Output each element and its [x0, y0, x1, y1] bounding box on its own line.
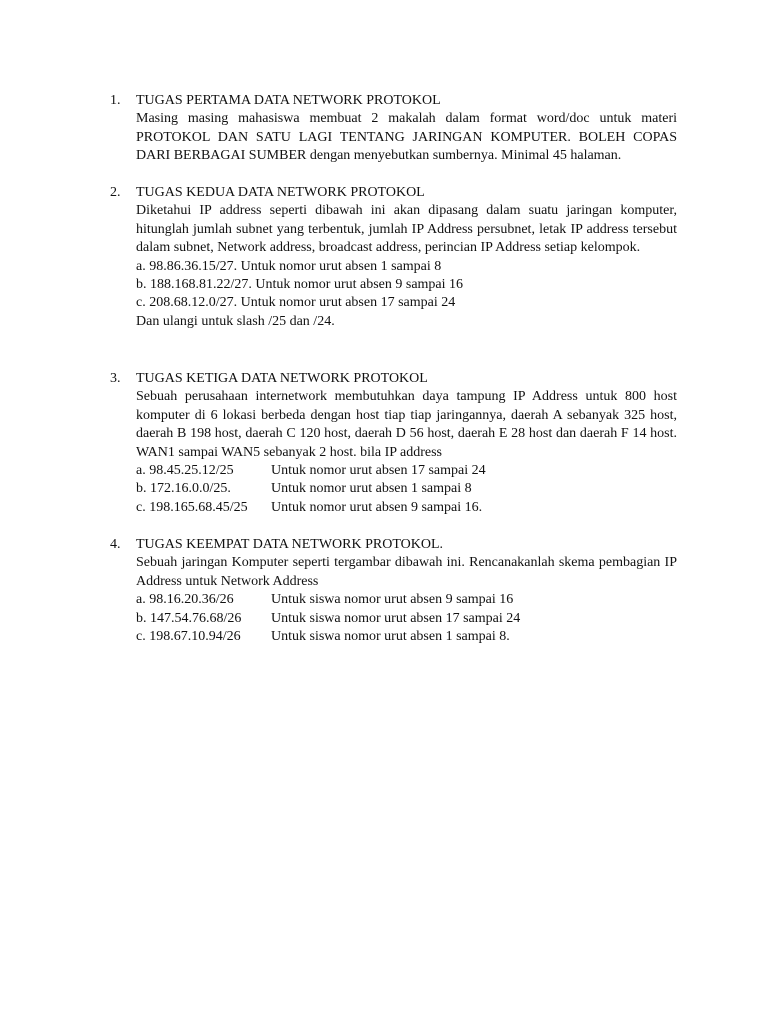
task-title: TUGAS PERTAMA DATA NETWORK PROTOKOL	[136, 93, 441, 108]
task-number: 4.	[110, 537, 121, 552]
task-body	[136, 184, 677, 331]
task-title: TUGAS KEEMPAT DATA NETWORK PROTOKOL.	[136, 537, 444, 552]
address-row	[136, 610, 677, 628]
address-note: Untuk siswa nomor urut absen 9 sampai 16	[271, 592, 514, 608]
ip-address: c. 198.165.68.45/25	[136, 499, 248, 515]
address-note: Untuk siswa nomor urut absen 17 sampai 24	[271, 610, 521, 626]
list-item: c. 208.68.12.0/27. Untuk nomor urut absen 17 sampai 24	[136, 295, 456, 311]
address-note: Untuk nomor urut absen 17 sampai 24	[271, 463, 486, 479]
task-title: TUGAS KEDUA DATA NETWORK PROTOKOL	[136, 185, 425, 200]
task-title: TUGAS KETIGA DATA NETWORK PROTOKOL	[136, 371, 428, 386]
task-description: Masing masing mahasiswa membuat 2 makalah dalam format word/doc untuk materi PROTOKOL DAN SATU LAGI TENTANG JARINGAN KOMPUTER. BOLEH COPAS DARI BERBAGAI SUMBER dengan menyebutkan sumbernya. Minimal 45 halaman.	[136, 111, 677, 164]
task-body	[136, 536, 677, 646]
address-row	[136, 462, 677, 480]
address-note: Untuk nomor urut absen 9 sampai 16.	[271, 499, 483, 515]
address-row	[136, 591, 677, 609]
task-number: 3.	[110, 371, 121, 386]
task-description: Diketahui IP address seperti dibawah ini akan dipasang dalam suatu jaringan komputer, hitunglah jumlah subnet yang terbentuk, jumlah IP Address persubnet, letak IP address tersebut dalam subnet, Network address, broadcast address, perincian IP Address setiap kelompok.	[136, 203, 677, 256]
ip-address: a. 98.16.20.36/26	[136, 592, 234, 608]
list-item: b. 188.168.81.22/27. Untuk nomor urut absen 9 sampai 16	[136, 277, 464, 293]
ip-address: a. 98.45.25.12/25	[136, 463, 234, 479]
address-note: Untuk siswa nomor urut absen 1 sampai 8.	[271, 629, 510, 645]
task-closing: Dan ulangi untuk slash /25 dan /24.	[136, 313, 335, 329]
address-row	[136, 628, 677, 646]
task-body	[136, 370, 677, 517]
address-row	[136, 499, 677, 517]
task-number: 1.	[110, 93, 121, 108]
task-description: Sebuah jaringan Komputer seperti tergambar dibawah ini. Rencanakanlah skema pembagian IP Address untuk Network Address	[136, 555, 677, 589]
address-row	[136, 480, 677, 498]
task-description: Sebuah perusahaan internetwork membutuhkan daya tampung IP Address untuk 800 host komputer di 6 lokasi berbeda dengan host tiap tiap jaringannya, daerah A sebanyak 325 host, daerah B 198 host, daerah C 120 host, daerah D 56 host, daerah E 28 host dan daerah F 14 host. WAN1 sampai WAN5 sebanyak 2 host. bila IP address	[136, 389, 677, 460]
address-note: Untuk nomor urut absen 1 sampai 8	[271, 481, 472, 497]
task-body	[136, 92, 677, 166]
ip-address: b. 147.54.76.68/26	[136, 610, 242, 626]
list-item: a. 98.86.36.15/27. Untuk nomor urut absen 1 sampai 8	[136, 258, 442, 274]
ip-address: b. 172.16.0.0/25.	[136, 481, 231, 497]
task-number: 2.	[110, 185, 121, 200]
ip-address: c. 198.67.10.94/26	[136, 629, 241, 645]
